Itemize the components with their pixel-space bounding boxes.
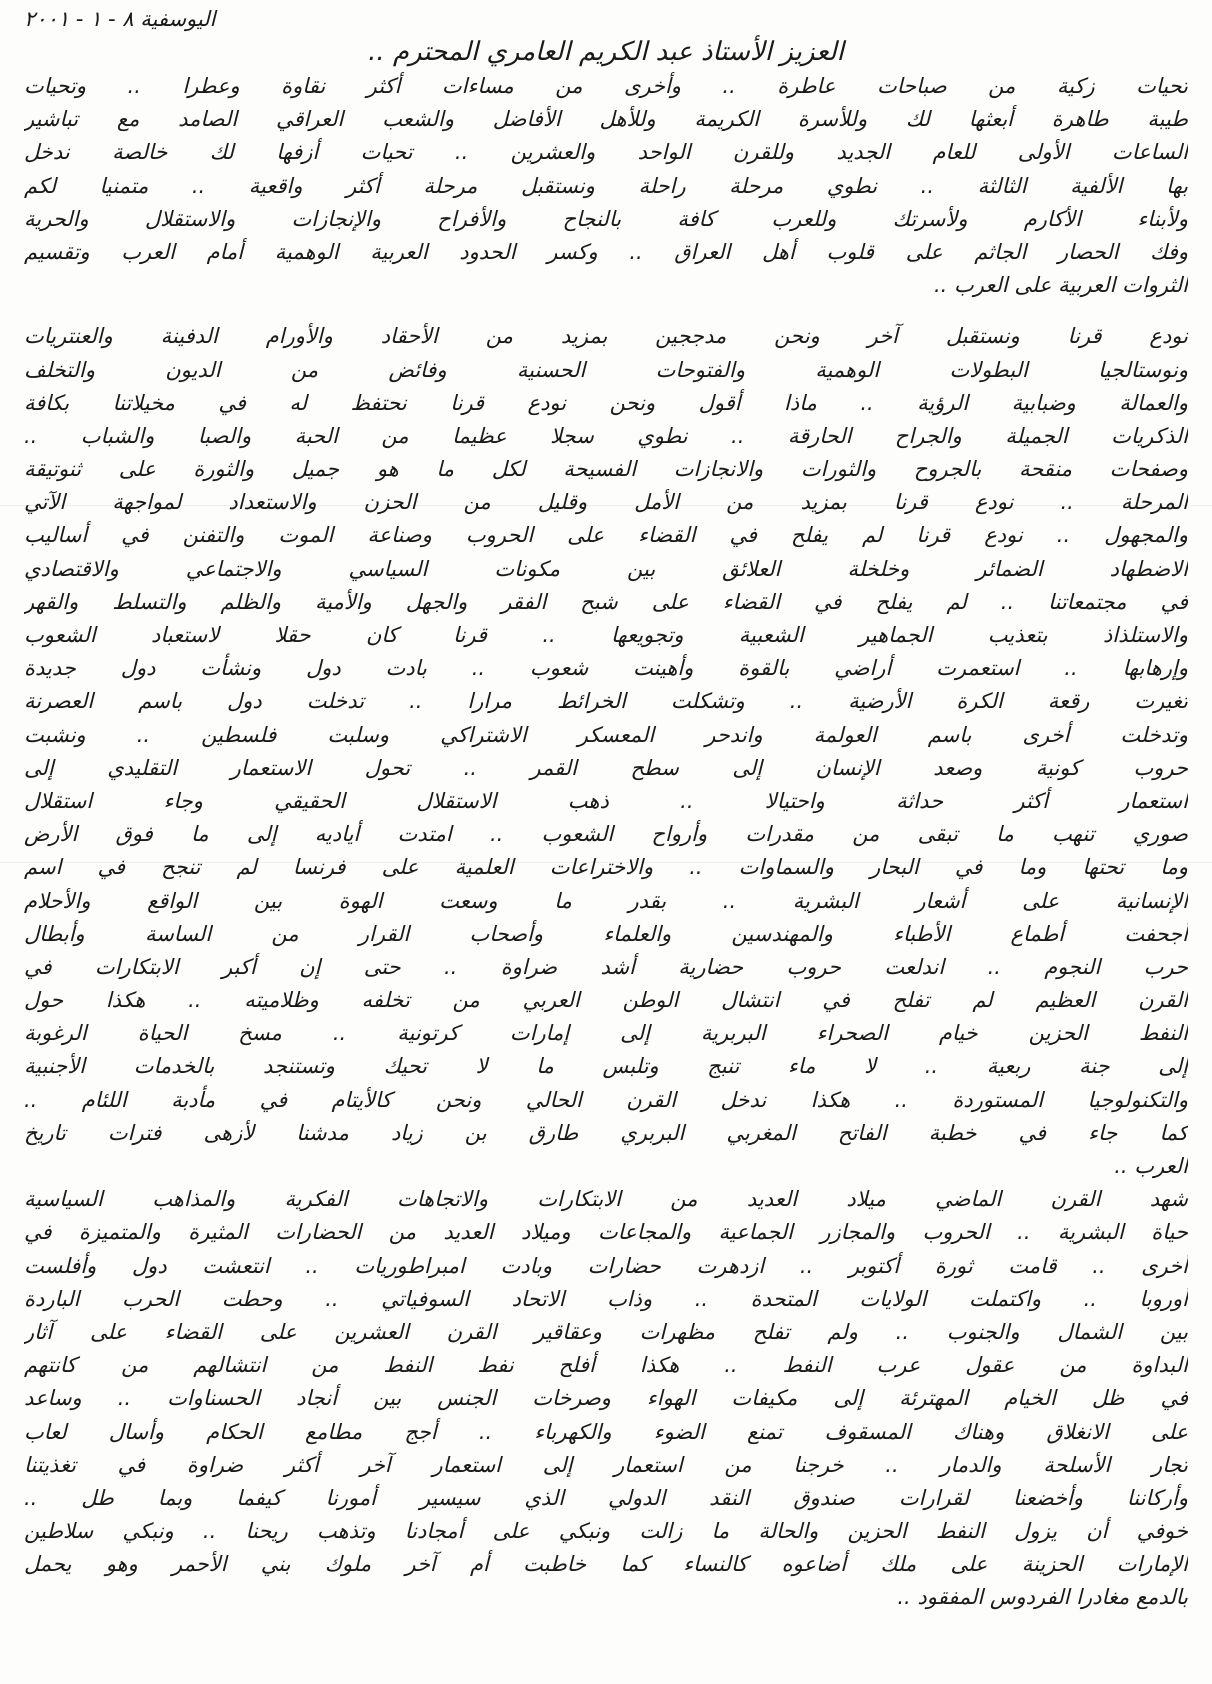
paragraph-gap [24,302,1188,320]
text-line: وصفحات منقحة بالجروح والثورات والانجازات الفسيحة لكل ما هو جميل والثورة على ثنوتيقة [24,457,1188,482]
text-line: النفط الحزين خيام الصحراء البربرية إلى إمارات كرتونية .. مسخ الحياة الرغوبة [24,1021,1188,1046]
text-line: نودع قرنا ونستقبل آخر ونحن مدججين بمزيد من الأحقاد والأورام الدفينة والعنتريات [24,324,1188,349]
text-line: طيبة طاهرة أبعثها لك وللأسرة الكريمة وللأهل الأفاضل والشعب العراقي الصامد مع تباشير [24,107,1188,132]
text-line: حروب كونية وصعد الإنسان إلى سطح القمر .. تحول الاستعمار التقليدي إلى [24,755,1188,780]
text-line: وإرهابها .. استعمرت أراضي بالقوة وأهينت شعوب .. بادت دول ونشأت دول جديدة [24,656,1188,681]
letter-greeting: العزيز الأستاذ عبد الكريم العامري المحترم .. [368,37,844,67]
text-line: والاستلذاذ بتعذيب الجماهير الشعبية وتجويعها .. قرنا كان حقلا لاستعباد الشعوب [24,623,1188,647]
text-line: استعمار أكثر حداثة واحتيالا .. ذهب الاستقلال الحقيقي وجاء استقلال [24,788,1188,813]
text-line: كما جاء في خطبة الفاتح المغربي البربري طارق بن زياد مدشنا لأزهى فترات تاريخ [24,1120,1188,1145]
text-line: تغيرت رقعة الكرة الأرضية .. وتشكلت الخرائط مرارا .. تدخلت دول باسم العصرنة [24,689,1188,714]
text-line: والمجهول .. نودع قرنا لم يفلح في القضاء على الحروب وصناعة الموت والتفنن في أساليب [24,523,1188,548]
text-line: القرن العظيم لم تفلح في انتشال الوطن العربي من تخلفه وظلاميته .. هكذا حول [24,988,1188,1013]
text-line: وأركاننا وأخضعنا لقرارات صندوق النقد الدولي الذي سيسير أمورنا كيفما وبما طل .. [24,1485,1188,1510]
letter-date: اليوسفية ٨ - ١ - ٢٠٠١ [24,7,216,31]
text-line: والتكنولوجيا المستوردة .. هكذا ندخل القرن الحالي ونحن كالأيتام في مأدبة اللئام .. [24,1087,1188,1112]
text-line: المرحلة .. نودع قرنا بمزيد من الأمل وقليل من الحزن والاستعداد لمواجهة الآتي [24,490,1188,515]
text-line: في مجتمعاتنا .. لم يفلح في القضاء على شبح الفقر والجهل والأمية والظلم والتسلط والقهر [24,589,1188,614]
text-line: بين الشمال والجنوب .. ولم تفلح مظهرات وعقاقير القرن العشرين على القضاء على آثار [24,1319,1188,1344]
text-line: وما تحتها وما في البحار والسماوات .. والاختراعات العلمية على فرنسا لم تنجح في اسم [24,855,1188,880]
text-line: ونوستالجيا البطولات الوهمية والفتوحات الحسنية وفائض من الديون والتخلف [24,357,1188,382]
text-line: حياة البشرية .. الحروب والمجازر الجماعية والمجاعات وميلاد العديد من الحضارات المثيرة والمتميزة في [24,1220,1188,1245]
text-line: الثروات العربية على العرب .. [933,273,1188,298]
text-line: حرب النجوم .. اندلعت حروب حضارية أشد ضراوة .. حتى إن أكبر الابتكارات في [24,954,1188,979]
text-line: بها الألفية الثالثة .. نطوي مرحلة راحلة ونستقبل مرحلة أكثر واقعية .. متمنيا لكم [24,173,1188,198]
text-line: شهد القرن الماضي ميلاد العديد من الابتكارات والاتجاهات الفكرية والمذاهب السياسية [24,1187,1188,1212]
text-line: البداوة من عقول عرب النفط .. هكذا أفلح نفط النفط من انتشالهم من كانتهم [24,1353,1188,1378]
text-line: تجار الأسلحة والدمار .. خرجنا من استعمار إلى استعمار آخر أكثر ضراوة في تغذيتنا [24,1452,1188,1477]
text-line: الإنسانية على أشعار البشرية .. بقدر ما وسعت الهوة بين الواقع والأحلام [24,888,1188,913]
text-line: ولأبناء الأكارم ولأسرتك وللعرب كافة بالنجاح والأفراح والإنجازات والاستقلال والحرية [24,206,1188,231]
text-line: أخرى .. قامت ثورة أكتوبر .. ازدهرت حضارات وبادت امبراطوريات .. انتعشت دول وأفلست [24,1253,1188,1278]
text-line: العرب .. [1114,1154,1188,1178]
text-line: خوفي أن يزول النفط الحزين والحالة ما زالت ونبكي على أمجادنا وتذهب ريحنا .. ونبكي سلاطين [24,1519,1188,1544]
letter-paragraph-1 [24,70,1188,302]
text-line: الاضطهاد الضمائر وخلخلة العلائق بين مكونات السياسي والاجتماعي والاقتصادي [24,556,1188,581]
letter-header [24,4,1188,34]
text-line: وتدخلت أخرى باسم العولمة واندحر المعسكر الاشتراكي وسلبت فلسطين .. ونشبت [24,722,1188,747]
text-line: الذكريات الجميلة والجراح الحارقة .. نطوي سجلا عظيما من الحبة والصبا والشباب .. [24,423,1188,448]
text-line: أوروبا .. واكتملت الولايات المتحدة .. وذاب الاتحاد السوفياتي .. وحطت الحرب الباردة [24,1286,1188,1311]
text-line: بالدمع مغادرا الفردوس المفقود .. [897,1585,1188,1610]
letter-paragraph-3 [24,1183,1188,1614]
text-line: صوري تنهب ما تبقى من مقدرات وأرواح الشعوب .. امتدت أياديه إلى ما فوق الأرض [24,822,1188,847]
text-line: الإمارات الحزينة على ملك أضاعوه كالنساء كما خاطبت أم آخر ملوك بني الأحمر وهو يحمل [24,1552,1188,1577]
paper-fold-line [0,505,1212,506]
text-line: وفك الحصار الجاثم على قلوب أهل العراق .. وكسر الحدود العربية الوهمية أمام العرب وتقسيم [24,239,1188,264]
text-line: إلى جنة ربعية .. لا ماء تنبج وتلبس ما لا تحيك وتستنجد بالخدمات الأجنبية [24,1054,1188,1079]
text-line: في ظل الخيام المهترئة إلى مكيفات الهواء وصرخات الجنس بين أنجاد الحسناوات .. وساعد [24,1386,1188,1411]
letter-paragraph-2 [24,320,1188,1183]
text-line: على الانغلاق وهناك المسقوف تمنع الضوء والكهرباء .. أجج مطامع الحكام وأسال لعاب [24,1419,1188,1444]
text-line: الساعات الأولى للعام الجديد وللقرن الواحد والعشرين .. تحيات أزفها لك خالصة ندخل [24,140,1188,165]
text-line: والعمالة وضبابية الرؤية .. ماذا أقول ونحن نودع قرنا نحتفظ له في مخيلاتنا بكافة [24,390,1188,415]
text-line: تحيات زكية من صباحات عاطرة .. وأخرى من مساءات أكثر نقاوة وعطرا .. وتحيات [24,74,1188,98]
paper-fold-line [0,862,1212,863]
text-line: أجحفت أطماع الأطباء والمهندسين والعلماء وأصحاب القرار من الساسة وأبطال [24,921,1188,946]
